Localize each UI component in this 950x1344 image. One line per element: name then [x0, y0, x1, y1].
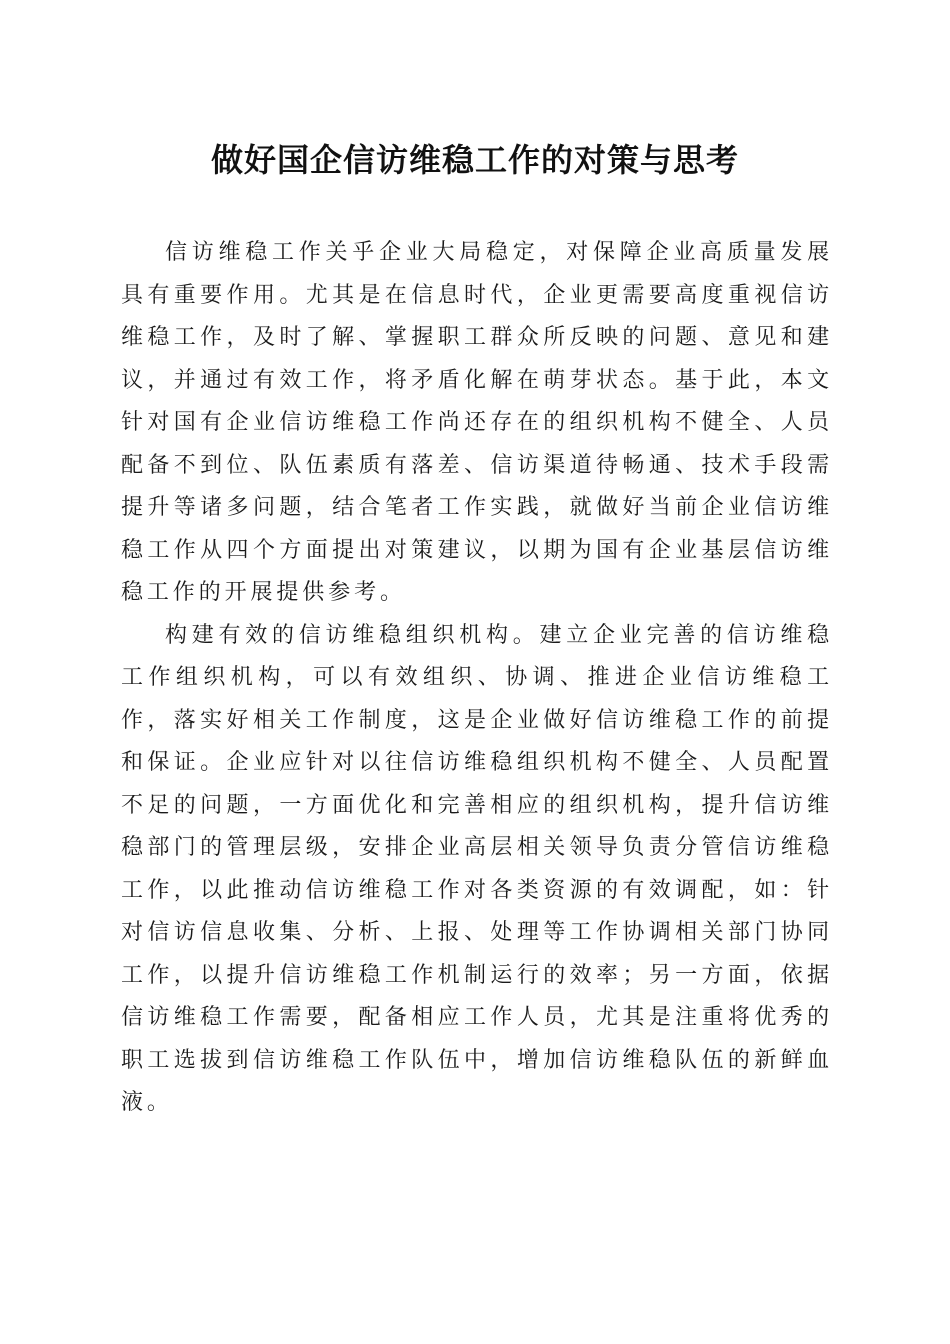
paragraph-organization: 构建有效的信访维稳组织机构。建立企业完善的信访维稳工作组织机构，可以有效组织、协调、推进企业信访维稳工作，落实好相关工作制度，这是企业做好信访维稳工作的前提和保证。企业应针对以往信访维稳组织机构不健全、人员配置不足的问题，一方面优化和完善相应的组织机构，提升信访维稳部门的管理层级，安排企业高层相关领导负责分管信访维稳工作，以此推动信访维稳工作对各类资源的有效调配，如：针对信访信息收集、分析、上报、处理等工作协调相关部门协同工作，以提升信访维稳工作机制运行的效率；另一方面，依据信访维稳工作需要，配备相应工作人员，尤其是注重将优秀的职工选拔到信访维稳工作队伍中，增加信访维稳队伍的新鲜血液。 — [121, 622, 833, 1115]
document-title: 做好国企信访维稳工作的对策与思考 — [210, 141, 739, 179]
document-body — [121, 232, 833, 1125]
paragraph-intro: 信访维稳工作关乎企业大局稳定，对保障企业高质量发展具有重要作用。尤其是在信息时代，企业更需要高度重视信访维稳工作，及时了解、掌握职工群众所反映的问题、意见和建议，并通过有效工作，将矛盾化解在萌芽状态。基于此，本文针对国有企业信访维稳工作尚还存在的组织机构不健全、人员配备不到位、队伍素质有落差、信访渠道待畅通、技术手段需提升等诸多问题，结合笔者工作实践，就做好当前企业信访维稳工作从四个方面提出对策建议，以期为国有企业基层信访维稳工作的开展提供参考。 — [121, 240, 833, 605]
